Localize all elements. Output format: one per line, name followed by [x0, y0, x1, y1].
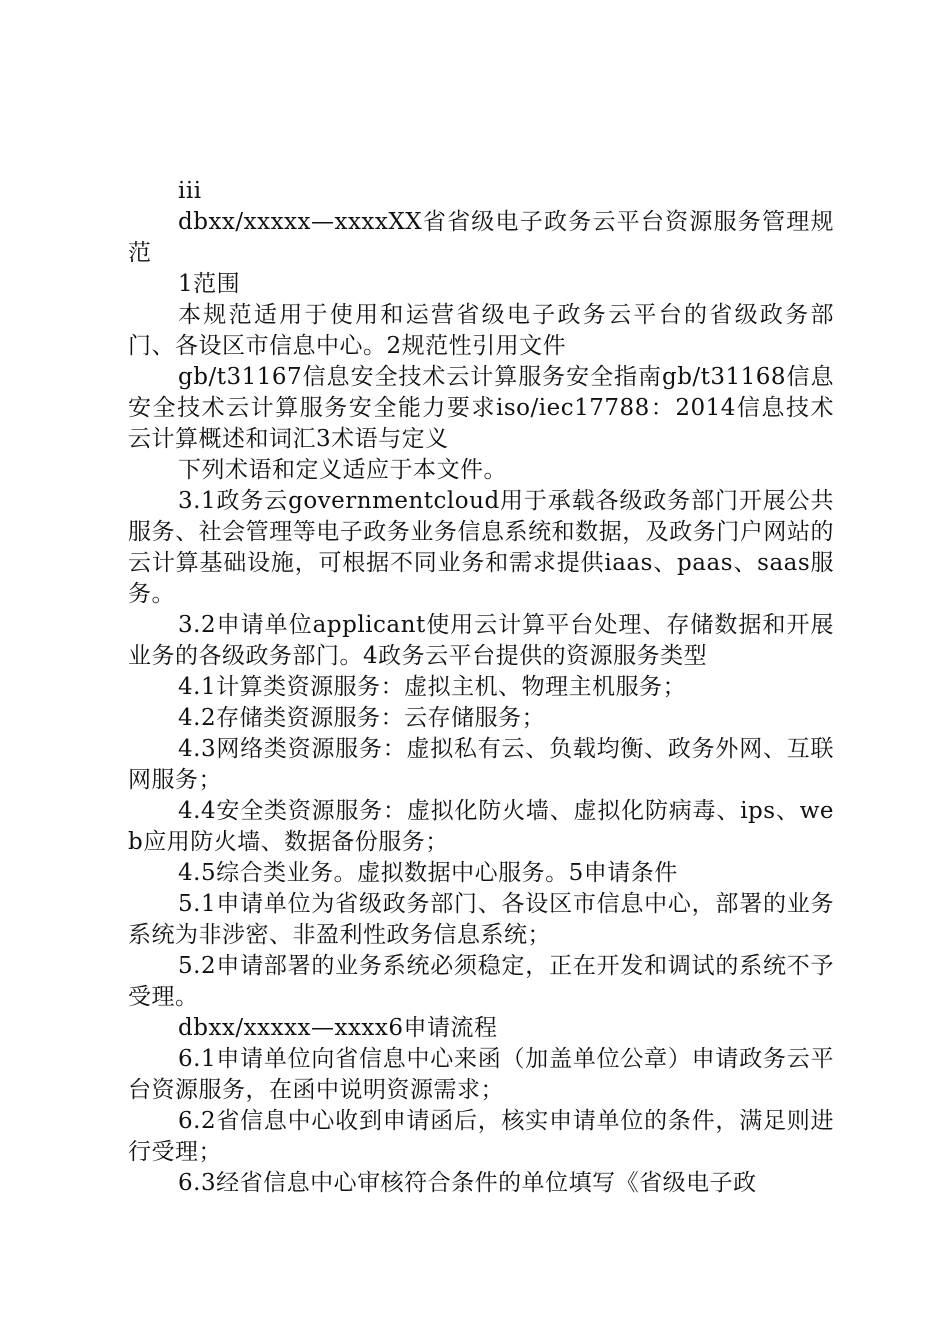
paragraph: 本规范适用于使用和运营省级电子政务云平台的省级政务部门、各设区市信息中心。2规范性引用文件 — [128, 302, 834, 359]
paragraph: gb/t31167信息安全技术云计算服务安全指南gb/t31168信息安全技术云计算服务安全能力要求iso/iec17788：2014信息技术云计算概述和词汇3术语与定义 — [128, 364, 834, 452]
paragraph: 4.2存储类资源服务：云存储服务； — [178, 705, 546, 731]
section-heading: 1范围 — [178, 271, 241, 297]
paragraph: 5.1申请单位为省级政务部门、各设区市信息中心，部署的业务系统为非涉密、非盈利性政务信息系统； — [128, 891, 834, 948]
paragraph: 6.3经省信息中心审核符合条件的单位填写《省级电子政 — [178, 1170, 757, 1196]
paragraph: 3.2申请单位applicant使用云计算平台处理、存储数据和开展业务的各级政务部门。4政务云平台提供的资源服务类型 — [128, 612, 834, 669]
document-body — [128, 176, 834, 1199]
paragraph: 6.1申请单位向省信息中心来函（加盖单位公章）申请政务云平台资源服务，在函中说明资源需求； — [128, 1046, 834, 1103]
paragraph: 4.1计算类资源服务：虚拟主机、物理主机服务； — [178, 674, 687, 700]
paragraph: 3.1政务云governmentcloud用于承载各级政务部门开展公共服务、社会管理等电子政务业务信息系统和数据，及政务门户网站的云计算基础设施，可根据不同业务和需求提供iaas、paas、saas服务。 — [128, 488, 834, 607]
paragraph: dbxx/xxxxx—xxxx6申请流程 — [178, 1015, 498, 1041]
paragraph: 下列术语和定义适应于本文件。 — [178, 457, 507, 483]
document-title: dbxx/xxxxx—xxxxXX省省级电子政务云平台资源服务管理规范 — [128, 209, 834, 266]
paragraph: 4.5综合类业务。虚拟数据中心服务。5申请条件 — [178, 860, 678, 886]
paragraph: 5.2申请部署的业务系统必须稳定，正在开发和调试的系统不予受理。 — [128, 953, 834, 1010]
paragraph: iii — [178, 178, 202, 204]
paragraph: 4.3网络类资源服务：虚拟私有云、负载均衡、政务外网、互联网服务； — [128, 736, 834, 793]
paragraph: 6.2省信息中心收到申请函后，核实申请单位的条件，满足则进行受理； — [128, 1108, 834, 1165]
paragraph: 4.4安全类资源服务：虚拟化防火墙、虚拟化防病毒、ips、web应用防火墙、数据备份服务； — [128, 798, 834, 855]
